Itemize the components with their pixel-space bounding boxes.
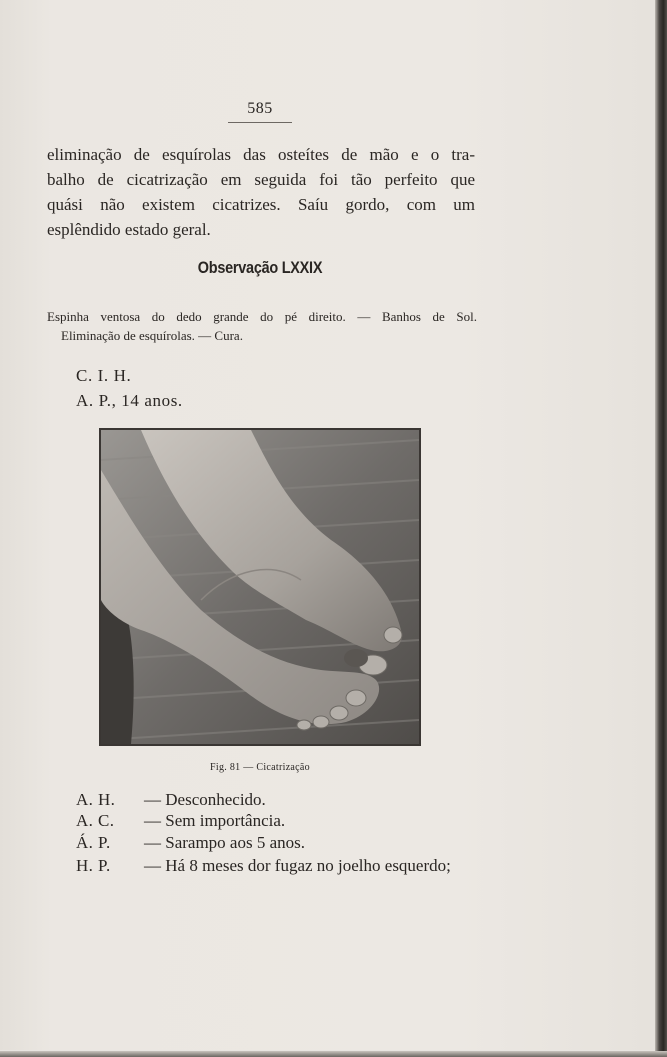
book-bottom-edge	[0, 1051, 667, 1057]
patient-initials: C. I. H.	[76, 366, 132, 385]
body-line: quási não existem cicatrizes. Saíu gordo, com um	[47, 195, 475, 214]
body-paragraph	[47, 142, 475, 242]
record-text: — Há 8 meses dor fugaz no joelho esquerdo;	[144, 856, 451, 875]
record-label: H. P.	[76, 856, 111, 875]
record-label: Á. P.	[76, 833, 111, 852]
subtitle-line: Eliminação de esquírolas. — Cura.	[61, 328, 243, 343]
record-label: A. C.	[76, 811, 115, 830]
record-line	[76, 790, 266, 810]
page-number-rule	[228, 122, 292, 123]
body-line: balho de cicatrização em seguida foi tão perfeito que	[47, 170, 475, 189]
record-text: — Desconhecido.	[144, 790, 266, 809]
record-line	[76, 856, 451, 876]
record-text: — Sem importância.	[144, 811, 286, 830]
patient-age: A. P., 14 anos.	[76, 391, 183, 410]
subtitle-line: Espinha ventosa do dedo grande do pé direito. — Banhos de Sol.	[47, 309, 477, 324]
page-number: 585	[247, 100, 273, 117]
feet-photo-image	[101, 430, 419, 744]
observation-subtitle	[47, 307, 477, 345]
record-line	[76, 811, 285, 831]
section-heading: Observação LXXIX	[197, 258, 323, 277]
body-line: eliminação de esquírolas das osteítes de mão e o tra-	[47, 145, 475, 164]
book-page-edge	[655, 0, 667, 1057]
figure-photograph	[99, 428, 421, 746]
record-line	[76, 833, 305, 853]
body-line: esplêndido estado geral.	[47, 220, 211, 239]
record-label: A. H.	[76, 790, 116, 809]
figure-caption: Fig. 81 — Cicatrização	[210, 762, 310, 773]
record-text: — Sarampo aos 5 anos.	[144, 833, 306, 852]
